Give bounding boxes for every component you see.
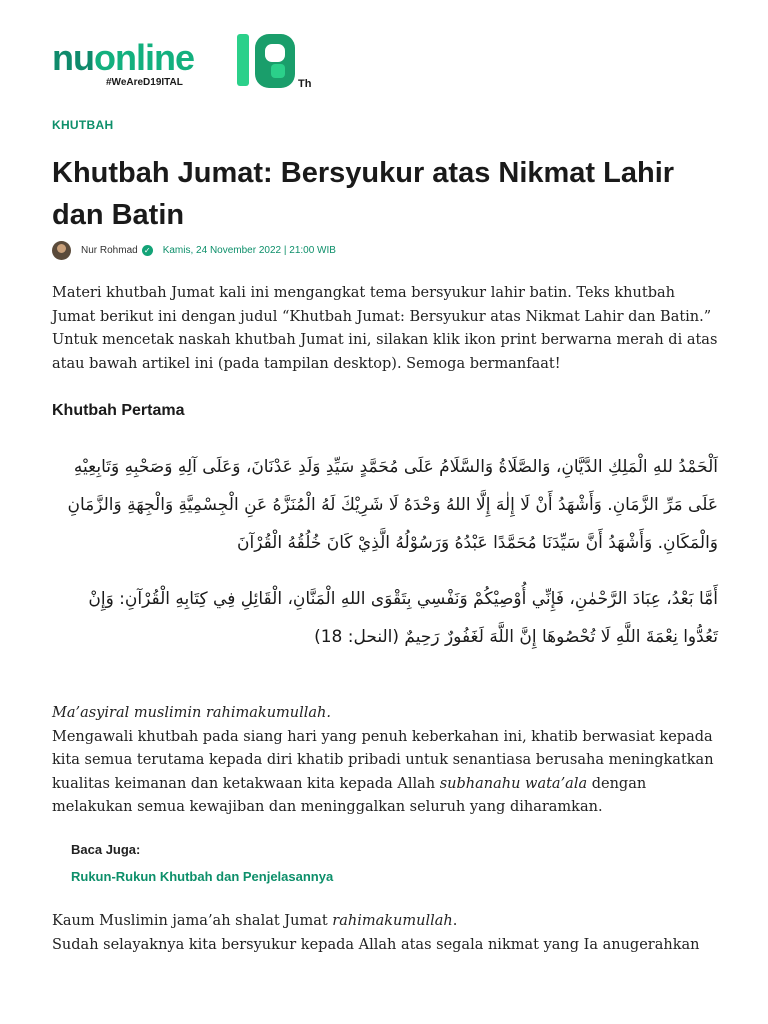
logo-anniversary-suffix: Th — [298, 78, 312, 90]
intro-paragraph: Materi khutbah Jumat kali ini mengangkat tema bersyukur lahir batin. Teks khutbah Jumat berikut ini dengan judul “Khutbah Jumat: Bersyukur atas Nikmat Lahir dan Batin.” Untuk mencetak naskah khutbah Jumat ini, silakan klik ikon print berwarna merah di atas atau bawah artikel ini (pada tampilan desktop). Semoga bermanfaat! — [52, 285, 718, 372]
khutbah-paragraph-2: Kaum Muslimin jama’ah shalat Jumat rahimakumullah. Sudah selayaknya kita bersyukur kepada Allah atas segala nikmat yang Ia anugerahkan — [52, 913, 700, 953]
related-article-link[interactable]: Rukun-Rukun Khutbah dan Penjelasannya — [71, 869, 334, 884]
author-avatar[interactable] — [52, 241, 71, 260]
logo-tagline: #WeAreD19ITAL — [106, 77, 183, 88]
article-title: Khutbah Jumat: Bersyukur atas Nikmat Lahir dan Batin — [52, 157, 675, 231]
verified-check-icon: ✓ — [142, 245, 153, 256]
section-heading: Khutbah Pertama — [52, 402, 185, 419]
anniversary-19-icon — [235, 30, 299, 94]
arabic-opening-text: اَلْحَمْدُ للهِ الْمَلِكِ الدَّيَّانِ، وَالصَّلَاةُ وَالسَّلَامُ عَلَى مُحَمَّدٍ سَيِّدِ وَلَدِ عَدْنَانَ، وَعَلَى آلِهِ وَصَحْبِهِ وَتَابِعِيْهِ عَلَى مَرِّ الزَّمَانِ. وَأَشْهَدُ أَنْ لَا إِلٰهَ إِلَّا اللهُ وَحْدَهُ لَا شَرِيْكَ لَهُ الْمُنَزَّهُ عَنِ الْجِسْمِيَّةِ وَالْجِهَةِ وَالزَّمَانِ وَالْمَكَانِ. وَأَشْهَدُ أَنَّ سَيِّدَنَا مُحَمَّدًا عَبْدُهُ وَرَسُوْلُهُ الَّذِيْ كَانَ خُلُقُهُ الْقُرْآنَ — [67, 457, 718, 553]
salutation: Ma’asyiral muslimin rahimakumullah. — [52, 705, 332, 721]
baca-juga-label: Baca Juga: — [71, 842, 141, 857]
baca-juga-box — [71, 842, 333, 884]
khutbah-paragraph: Ma’asyiral muslimin rahimakumullah. Mengawali khutbah pada siang hari yang penuh keberkahan ini, khatib berwasiat kepada kita semua terutama kepada diri khatib pribadi untuk senantiasa berusaha meningkatkan kualitas keimanan dan ketakwaan kita kepada Allah subhanahu wata’ala dengan melakukan semua kewajiban dan meninggalkan seluruh yang diharamkan. — [52, 705, 714, 815]
article-meta — [52, 240, 336, 260]
arabic-wasiat-text: أَمَّا بَعْدُ، عِبَادَ الرَّحْمٰنِ، فَإِنِّي أُوْصِيْكُمْ وَنَفْسِي بِتَقْوَى اللهِ الْمَنَّانِ، الْقَائِلِ فِي كِتَابِهِ الْقُرْآنِ: وَإِنْ تَعُدُّوا نِعْمَةَ اللَّهِ لَا تُحْصُوهَا إِنَّ اللَّهَ لَغَفُورٌ رَحِيمٌ (النحل: 18) — [88, 589, 718, 647]
category-link[interactable]: KHUTBAH — [52, 118, 114, 132]
publish-date: Kamis, 24 November 2022 | 21:00 WIB — [162, 244, 336, 256]
author-name[interactable]: Nur Rohmad — [81, 244, 138, 256]
nu-online-logo[interactable] — [52, 30, 322, 100]
logo-wordmark: nuonline — [52, 37, 194, 78]
